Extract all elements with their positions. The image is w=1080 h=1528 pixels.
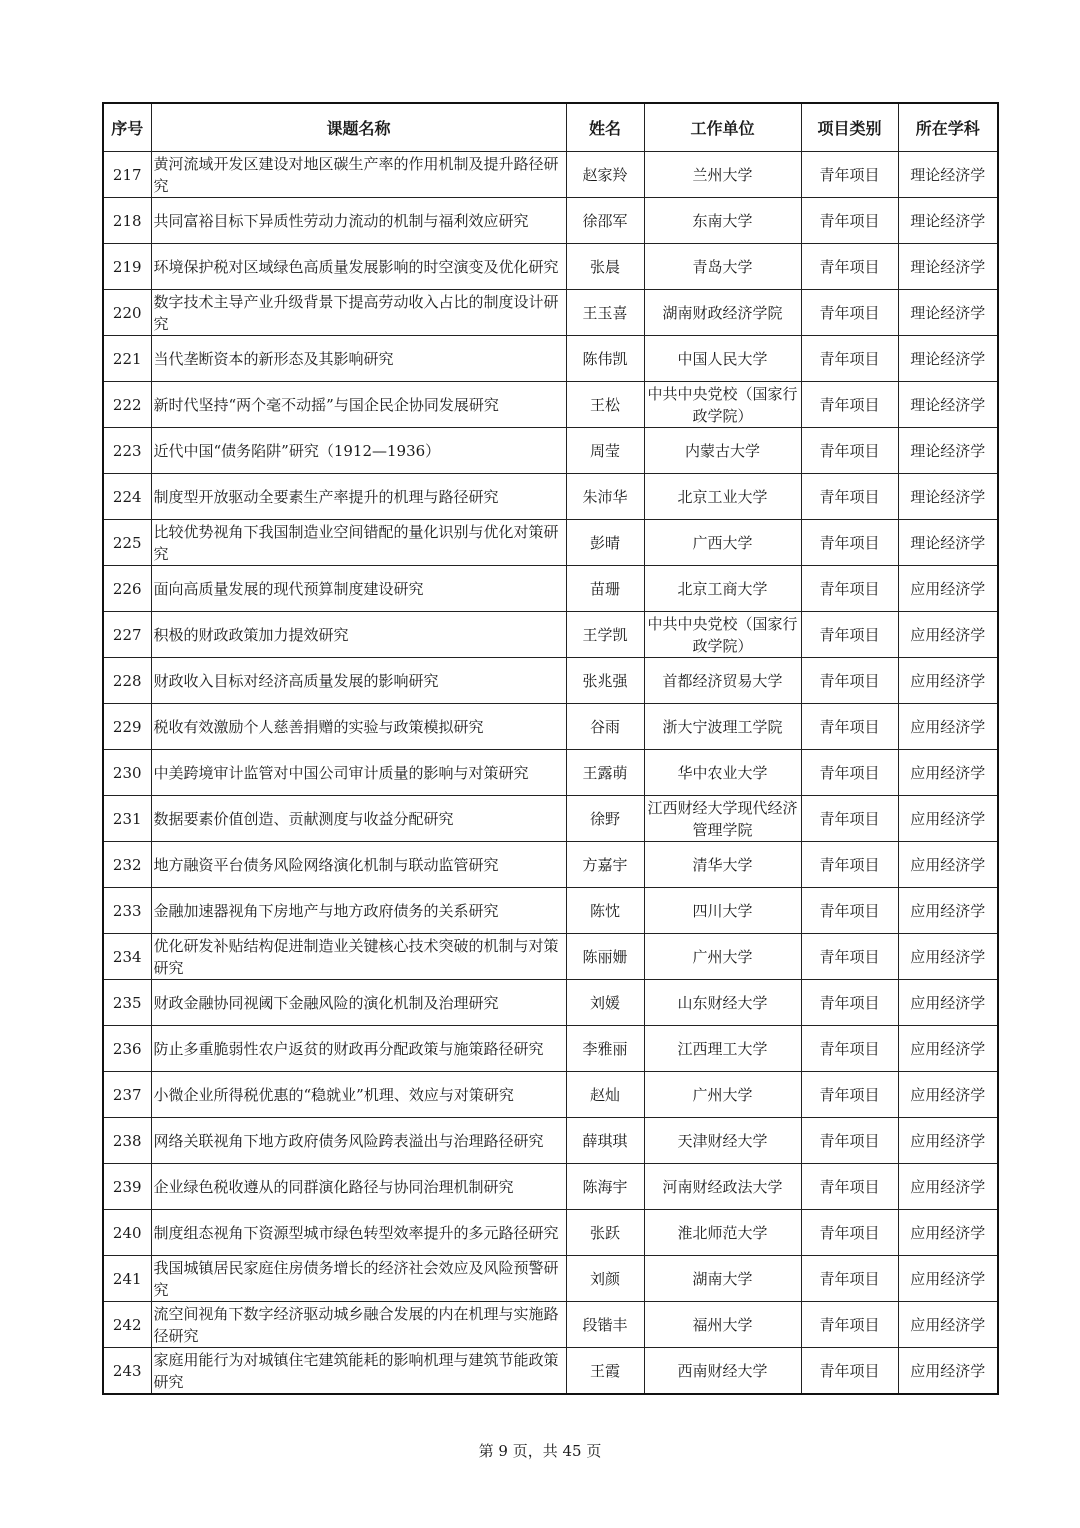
project-list-table: [102, 102, 999, 1395]
cell-title: 我国城镇居民家庭住房债务增长的经济社会效应及风险预警研究: [151, 1256, 566, 1302]
table-row: [103, 1072, 998, 1118]
cell-category: 青年项目: [801, 244, 898, 290]
table-row: [103, 934, 998, 980]
cell-category: 青年项目: [801, 520, 898, 566]
cell-no: 223: [103, 428, 151, 474]
cell-unit: 中共中央党校（国家行政学院）: [644, 382, 801, 428]
cell-unit: 江西理工大学: [644, 1026, 801, 1072]
cell-category: 青年项目: [801, 1348, 898, 1395]
cell-title: 网络关联视角下地方政府债务风险跨表溢出与治理路径研究: [151, 1118, 566, 1164]
cell-title: 地方融资平台债务风险网络演化机制与联动监管研究: [151, 842, 566, 888]
cell-category: 青年项目: [801, 290, 898, 336]
table-row: [103, 750, 998, 796]
cell-category: 青年项目: [801, 428, 898, 474]
cell-unit: 北京工商大学: [644, 566, 801, 612]
cell-no: 230: [103, 750, 151, 796]
table-row: [103, 428, 998, 474]
cell-name: 徐野: [566, 796, 644, 842]
cell-name: 薛琪琪: [566, 1118, 644, 1164]
table-row: [103, 842, 998, 888]
cell-no: 222: [103, 382, 151, 428]
cell-name: 张兆强: [566, 658, 644, 704]
cell-no: 225: [103, 520, 151, 566]
cell-discipline: 应用经济学: [898, 796, 998, 842]
cell-unit: 青岛大学: [644, 244, 801, 290]
cell-title: 小微企业所得税优惠的“稳就业”机理、效应与对策研究: [151, 1072, 566, 1118]
cell-title: 税收有效激励个人慈善捐赠的实验与政策模拟研究: [151, 704, 566, 750]
cell-discipline: 理论经济学: [898, 290, 998, 336]
cell-no: 218: [103, 198, 151, 244]
table-row: [103, 520, 998, 566]
cell-unit: 中国人民大学: [644, 336, 801, 382]
cell-category: 青年项目: [801, 152, 898, 198]
table-row: [103, 152, 998, 198]
cell-name: 王松: [566, 382, 644, 428]
cell-no: 224: [103, 474, 151, 520]
cell-discipline: 应用经济学: [898, 1026, 998, 1072]
cell-name: 赵家羚: [566, 152, 644, 198]
cell-unit: 北京工业大学: [644, 474, 801, 520]
cell-discipline: 应用经济学: [898, 704, 998, 750]
cell-no: 236: [103, 1026, 151, 1072]
cell-name: 陈海宇: [566, 1164, 644, 1210]
table-row: [103, 888, 998, 934]
cell-unit: 华中农业大学: [644, 750, 801, 796]
cell-unit: 四川大学: [644, 888, 801, 934]
cell-name: 谷雨: [566, 704, 644, 750]
cell-unit: 浙大宁波理工学院: [644, 704, 801, 750]
cell-discipline: 理论经济学: [898, 428, 998, 474]
cell-no: 235: [103, 980, 151, 1026]
cell-title: 当代垄断资本的新形态及其影响研究: [151, 336, 566, 382]
table-row: [103, 382, 998, 428]
cell-category: 青年项目: [801, 842, 898, 888]
cell-name: 徐邵军: [566, 198, 644, 244]
cell-discipline: 应用经济学: [898, 1072, 998, 1118]
table-row: [103, 1210, 998, 1256]
cell-title: 数据要素价值创造、贡献测度与收益分配研究: [151, 796, 566, 842]
header-discipline: 所在学科: [898, 103, 998, 152]
cell-discipline: 应用经济学: [898, 612, 998, 658]
cell-unit: 山东财经大学: [644, 980, 801, 1026]
cell-discipline: 应用经济学: [898, 1118, 998, 1164]
cell-discipline: 理论经济学: [898, 336, 998, 382]
table-row: [103, 1302, 998, 1348]
page-footer: 第 9 页，共 45 页: [478, 1442, 602, 1460]
cell-title: 制度组态视角下资源型城市绿色转型效率提升的多元路径研究: [151, 1210, 566, 1256]
cell-no: 238: [103, 1118, 151, 1164]
table-row: [103, 198, 998, 244]
cell-unit: 广西大学: [644, 520, 801, 566]
cell-name: 彭晴: [566, 520, 644, 566]
table-row: [103, 796, 998, 842]
cell-category: 青年项目: [801, 1164, 898, 1210]
table-body: [103, 152, 998, 1395]
cell-no: 233: [103, 888, 151, 934]
cell-title: 中美跨境审计监管对中国公司审计质量的影响与对策研究: [151, 750, 566, 796]
cell-category: 青年项目: [801, 612, 898, 658]
cell-title: 新时代坚持“两个毫不动摇”与国企民企协同发展研究: [151, 382, 566, 428]
cell-title: 企业绿色税收遵从的同群演化路径与协同治理机制研究: [151, 1164, 566, 1210]
cell-discipline: 应用经济学: [898, 1348, 998, 1395]
cell-category: 青年项目: [801, 1210, 898, 1256]
cell-name: 陈忱: [566, 888, 644, 934]
cell-unit: 广州大学: [644, 934, 801, 980]
cell-unit: 东南大学: [644, 198, 801, 244]
cell-category: 青年项目: [801, 1302, 898, 1348]
table-row: [103, 290, 998, 336]
table-row: [103, 1256, 998, 1302]
header-unit: 工作单位: [644, 103, 801, 152]
cell-category: 青年项目: [801, 198, 898, 244]
cell-title: 共同富裕目标下异质性劳动力流动的机制与福利效应研究: [151, 198, 566, 244]
cell-unit: 西南财经大学: [644, 1348, 801, 1395]
table-row: [103, 658, 998, 704]
table-row: [103, 1026, 998, 1072]
cell-name: 朱沛华: [566, 474, 644, 520]
cell-no: 234: [103, 934, 151, 980]
cell-title: 家庭用能行为对城镇住宅建筑能耗的影响机理与建筑节能政策研究: [151, 1348, 566, 1395]
cell-title: 面向高质量发展的现代预算制度建设研究: [151, 566, 566, 612]
cell-unit: 江西财经大学现代经济管理学院: [644, 796, 801, 842]
cell-name: 李雅丽: [566, 1026, 644, 1072]
cell-title: 财政金融协同视阈下金融风险的演化机制及治理研究: [151, 980, 566, 1026]
cell-name: 周莹: [566, 428, 644, 474]
cell-discipline: 应用经济学: [898, 934, 998, 980]
cell-no: 243: [103, 1348, 151, 1395]
table-row: [103, 1164, 998, 1210]
cell-category: 青年项目: [801, 474, 898, 520]
cell-unit: 湖南财政经济学院: [644, 290, 801, 336]
cell-name: 赵灿: [566, 1072, 644, 1118]
table-row: [103, 566, 998, 612]
cell-no: 232: [103, 842, 151, 888]
header-category: 项目类别: [801, 103, 898, 152]
cell-name: 王玉喜: [566, 290, 644, 336]
cell-discipline: 应用经济学: [898, 1302, 998, 1348]
cell-name: 王霞: [566, 1348, 644, 1395]
cell-title: 比较优势视角下我国制造业空间错配的量化识别与优化对策研究: [151, 520, 566, 566]
cell-name: 陈伟凯: [566, 336, 644, 382]
cell-category: 青年项目: [801, 658, 898, 704]
cell-no: 217: [103, 152, 151, 198]
cell-no: 226: [103, 566, 151, 612]
cell-no: 228: [103, 658, 151, 704]
cell-no: 231: [103, 796, 151, 842]
cell-no: 227: [103, 612, 151, 658]
cell-discipline: 应用经济学: [898, 566, 998, 612]
cell-category: 青年项目: [801, 1256, 898, 1302]
cell-discipline: 理论经济学: [898, 382, 998, 428]
header-name: 姓名: [566, 103, 644, 152]
cell-category: 青年项目: [801, 750, 898, 796]
cell-title: 积极的财政政策加力提效研究: [151, 612, 566, 658]
cell-category: 青年项目: [801, 382, 898, 428]
cell-name: 王露萌: [566, 750, 644, 796]
cell-title: 财政收入目标对经济高质量发展的影响研究: [151, 658, 566, 704]
cell-discipline: 应用经济学: [898, 750, 998, 796]
header-no: 序号: [103, 103, 151, 152]
cell-unit: 天津财经大学: [644, 1118, 801, 1164]
cell-no: 220: [103, 290, 151, 336]
cell-no: 242: [103, 1302, 151, 1348]
cell-title: 防止多重脆弱性农户返贫的财政再分配政策与施策路径研究: [151, 1026, 566, 1072]
cell-discipline: 应用经济学: [898, 980, 998, 1026]
table-row: [103, 1348, 998, 1395]
cell-no: 240: [103, 1210, 151, 1256]
cell-unit: 淮北师范大学: [644, 1210, 801, 1256]
cell-title: 数字技术主导产业升级背景下提高劳动收入占比的制度设计研究: [151, 290, 566, 336]
cell-title: 流空间视角下数字经济驱动城乡融合发展的内在机理与实施路径研究: [151, 1302, 566, 1348]
table-row: [103, 244, 998, 290]
cell-no: 237: [103, 1072, 151, 1118]
cell-unit: 内蒙古大学: [644, 428, 801, 474]
cell-discipline: 理论经济学: [898, 520, 998, 566]
cell-title: 制度型开放驱动全要素生产率提升的机理与路径研究: [151, 474, 566, 520]
cell-category: 青年项目: [801, 934, 898, 980]
cell-title: 黄河流域开发区建设对地区碳生产率的作用机制及提升路径研究: [151, 152, 566, 198]
table-row: [103, 980, 998, 1026]
cell-discipline: 应用经济学: [898, 1210, 998, 1256]
cell-unit: 河南财经政法大学: [644, 1164, 801, 1210]
cell-discipline: 理论经济学: [898, 198, 998, 244]
cell-title: 环境保护税对区域绿色高质量发展影响的时空演变及优化研究: [151, 244, 566, 290]
cell-discipline: 理论经济学: [898, 474, 998, 520]
table-row: [103, 1118, 998, 1164]
cell-discipline: 应用经济学: [898, 1164, 998, 1210]
cell-category: 青年项目: [801, 796, 898, 842]
cell-name: 方嘉宇: [566, 842, 644, 888]
cell-category: 青年项目: [801, 1072, 898, 1118]
table-header-row: [103, 103, 998, 152]
cell-title: 金融加速器视角下房地产与地方政府债务的关系研究: [151, 888, 566, 934]
cell-unit: 兰州大学: [644, 152, 801, 198]
header-title: 课题名称: [151, 103, 566, 152]
cell-unit: 清华大学: [644, 842, 801, 888]
cell-no: 219: [103, 244, 151, 290]
cell-discipline: 理论经济学: [898, 152, 998, 198]
cell-unit: 首都经济贸易大学: [644, 658, 801, 704]
cell-title: 优化研发补贴结构促进制造业关键核心技术突破的机制与对策研究: [151, 934, 566, 980]
cell-name: 刘媛: [566, 980, 644, 1026]
cell-unit: 中共中央党校（国家行政学院）: [644, 612, 801, 658]
cell-category: 青年项目: [801, 980, 898, 1026]
table-row: [103, 704, 998, 750]
cell-unit: 湖南大学: [644, 1256, 801, 1302]
cell-discipline: 应用经济学: [898, 842, 998, 888]
cell-title: 近代中国“债务陷阱”研究（1912—1936）: [151, 428, 566, 474]
cell-category: 青年项目: [801, 336, 898, 382]
cell-category: 青年项目: [801, 1026, 898, 1072]
cell-discipline: 理论经济学: [898, 244, 998, 290]
cell-unit: 福州大学: [644, 1302, 801, 1348]
cell-no: 221: [103, 336, 151, 382]
cell-unit: 广州大学: [644, 1072, 801, 1118]
table-row: [103, 336, 998, 382]
table-row: [103, 474, 998, 520]
cell-category: 青年项目: [801, 1118, 898, 1164]
cell-discipline: 应用经济学: [898, 1256, 998, 1302]
cell-name: 张晨: [566, 244, 644, 290]
cell-category: 青年项目: [801, 888, 898, 934]
cell-name: 刘颜: [566, 1256, 644, 1302]
cell-name: 陈丽姗: [566, 934, 644, 980]
cell-no: 229: [103, 704, 151, 750]
table-row: [103, 612, 998, 658]
cell-category: 青年项目: [801, 704, 898, 750]
cell-name: 王学凯: [566, 612, 644, 658]
cell-category: 青年项目: [801, 566, 898, 612]
cell-name: 段锴丰: [566, 1302, 644, 1348]
cell-no: 241: [103, 1256, 151, 1302]
cell-no: 239: [103, 1164, 151, 1210]
cell-name: 张跃: [566, 1210, 644, 1256]
cell-discipline: 应用经济学: [898, 888, 998, 934]
cell-discipline: 应用经济学: [898, 658, 998, 704]
cell-name: 苗珊: [566, 566, 644, 612]
results-table-container: [102, 102, 997, 1395]
